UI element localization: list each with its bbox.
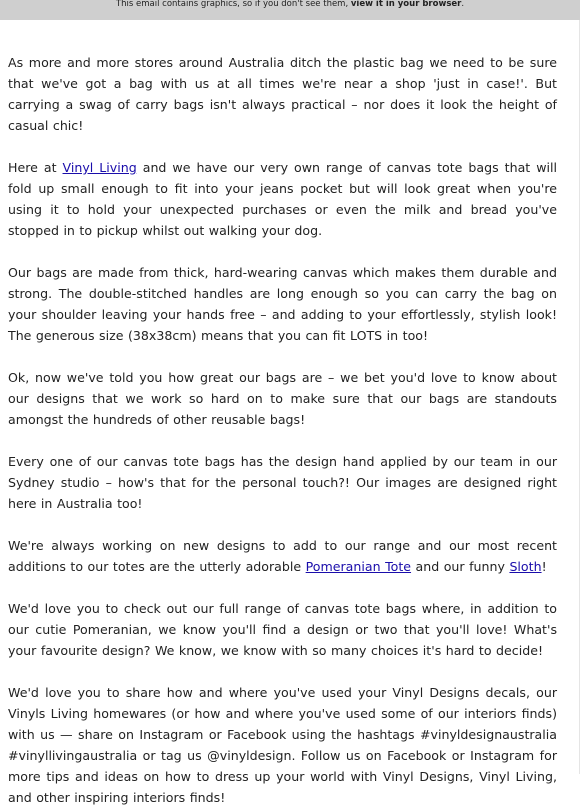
paragraph-designs: Ok, now we've told you how great our bags are – we bet you'd love to know about our designs that we work so hard on to make sure that our bags are standouts amongst the hundreds of other reusable bags!	[8, 370, 557, 427]
email-body	[8, 20, 557, 808]
banner-end: .	[461, 0, 465, 9]
paragraph-share: We'd love you to share how and where you've used your Vinyl Designs decals, our Vinyls Living homewares (or how and where you've used some of our interiors finds) with us — share on Instagram or Facebook using the hashtags #vinyldesignaustralia #vinyllivingaustralia or tag us @vinyldesign. Follow us on Facebook or Instagram for more tips and ideas on how to dress up your world with Vinyl Designs, Vinyl Living, and other inspiring interiors finds!	[8, 685, 557, 805]
sloth-link[interactable]: Sloth	[509, 559, 542, 574]
p6-text-mid: and our funny	[411, 559, 510, 574]
p2-text-start: Here at	[8, 160, 63, 175]
paragraph-materials: Our bags are made from thick, hard-wearing canvas which makes them durable and strong. The double-stitched handles are long enough so you can carry the bag on your shoulder leaving your hands free – and adding to your effortlessly, stylish look! The generous size (38x38cm) means that you can fit LOTS in too!	[8, 265, 557, 343]
p6-text-end: !	[541, 559, 547, 574]
browser-view-banner	[0, 0, 580, 20]
paragraph-vinyl-living	[8, 157, 557, 241]
p2-text-end: and we have our very own range of canvas tote bags that will fold up small enough to fit into your jeans pocket but will look great when you're using it to hold your unexpected purchases or even the milk and bread you've stopped in to pickup whilst out walking your dog.	[8, 160, 558, 238]
paragraph-new-designs	[8, 535, 557, 577]
pomeranian-tote-link[interactable]: Pomeranian Tote	[305, 559, 412, 574]
view-in-browser-link[interactable]: view it in your browser	[350, 0, 462, 9]
banner-text: This email contains graphics, so if you don't see them,	[115, 0, 351, 9]
paragraph-full-range: We'd love you to check out our full range of canvas tote bags where, in addition to our cutie Pomeranian, we know you'll find a design or two that you'll love! What's your favourite design? We know, we know with so many choices it's hard to decide!	[8, 601, 557, 658]
paragraph-intro: As more and more stores around Australia ditch the plastic bag we need to be sure that we've got a bag with us at all times we're near a shop 'just in case!'. But carrying a swag of carry bags isn't always practical – nor does it look the height of casual chic!	[8, 55, 557, 133]
p6-text-start: We're always working on new designs to add to our range and our most recent additions to our totes are the utterly adorable	[8, 538, 557, 574]
paragraph-studio: Every one of our canvas tote bags has the design hand applied by our team in our Sydney studio – how's that for the personal touch?! Our images are designed right here in Australia too!	[8, 454, 557, 511]
vinyl-living-link[interactable]: Vinyl Living	[62, 160, 137, 175]
